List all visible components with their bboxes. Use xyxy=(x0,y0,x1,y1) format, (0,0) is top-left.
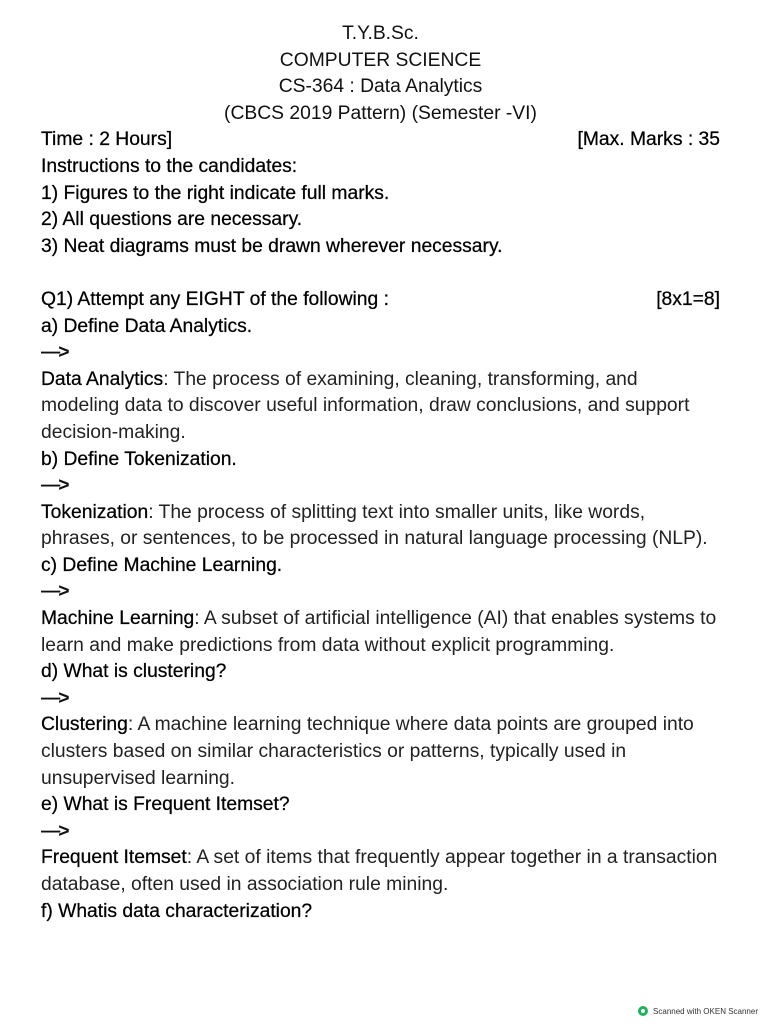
answer-text: : A set of items that frequently appear together in a transaction database, often used in association rule mining. xyxy=(41,847,718,895)
watermark-text: Scanned with OKEN Scanner xyxy=(653,1006,758,1016)
q1-header xyxy=(41,287,720,314)
answer xyxy=(41,845,720,898)
qa-list xyxy=(41,314,720,899)
instruction-item: 1) Figures to the right indicate full marks. xyxy=(41,182,390,204)
scanner-logo-icon xyxy=(638,1006,648,1016)
answer-term: Clustering xyxy=(41,714,128,736)
scanner-watermark xyxy=(638,1006,758,1016)
instruction-item: 3) Neat diagrams must be drawn wherever necessary. xyxy=(41,235,503,257)
spacer xyxy=(41,260,720,287)
arrow-icon: —> xyxy=(41,581,68,603)
question-f: f) Whatis data characterization? xyxy=(41,900,313,922)
arrow-icon: —> xyxy=(41,342,68,364)
q1-marks: [8x1=8] xyxy=(656,288,720,310)
answer xyxy=(41,367,720,447)
arrow-icon: —> xyxy=(41,475,68,497)
answer-term: Tokenization xyxy=(41,501,149,523)
pattern-title: (CBCS 2019 Pattern) (Semester -VI) xyxy=(224,102,537,124)
instructions-title: Instructions to the candidates: xyxy=(41,155,298,177)
answer xyxy=(41,712,720,792)
subject-title: COMPUTER SCIENCE xyxy=(279,49,482,71)
question: c) Define Machine Learning. xyxy=(41,554,283,576)
answer-term: Data Analytics xyxy=(41,368,164,390)
arrow-icon: —> xyxy=(41,820,68,842)
answer-text: : A subset of artificial intelligence (AI) that enables systems to learn and make predictions from data without explicit programming. xyxy=(41,608,717,656)
answer-text: : A machine learning technique where data points are grouped into clusters based on similar characteristics or patterns, typically used in unsupervised learning. xyxy=(41,714,694,789)
time-label: Time : 2 Hours] xyxy=(41,129,173,151)
answer-term: Frequent Itemset xyxy=(41,847,187,869)
answer-text: : The process of examining, cleaning, transforming, and modeling data to discover useful information, draw conclusions, and support decision-making. xyxy=(41,368,690,443)
max-marks-label: [Max. Marks : 35 xyxy=(577,129,720,151)
class-title: T.Y.B.Sc. xyxy=(342,23,419,44)
time-marks-row xyxy=(41,127,720,154)
question: b) Define Tokenization. xyxy=(41,448,237,470)
course-title: CS-364 : Data Analytics xyxy=(278,76,483,98)
answer-text: : The process of splitting text into smaller units, like words, phrases, or sentences, to be processed in natural language processing (NLP). xyxy=(41,501,708,550)
instruction-item: 2) All questions are necessary. xyxy=(41,209,303,231)
answer xyxy=(41,606,720,659)
arrow-icon: —> xyxy=(41,687,68,709)
answer-term: Machine Learning xyxy=(41,608,195,630)
question: d) What is clustering? xyxy=(41,661,227,683)
exam-page xyxy=(41,21,720,925)
question: e) What is Frequent Itemset? xyxy=(41,794,290,816)
answer xyxy=(41,500,720,553)
question: a) Define Data Analytics. xyxy=(41,315,253,337)
q1-title: Q1) Attempt any EIGHT of the following : xyxy=(41,288,389,310)
